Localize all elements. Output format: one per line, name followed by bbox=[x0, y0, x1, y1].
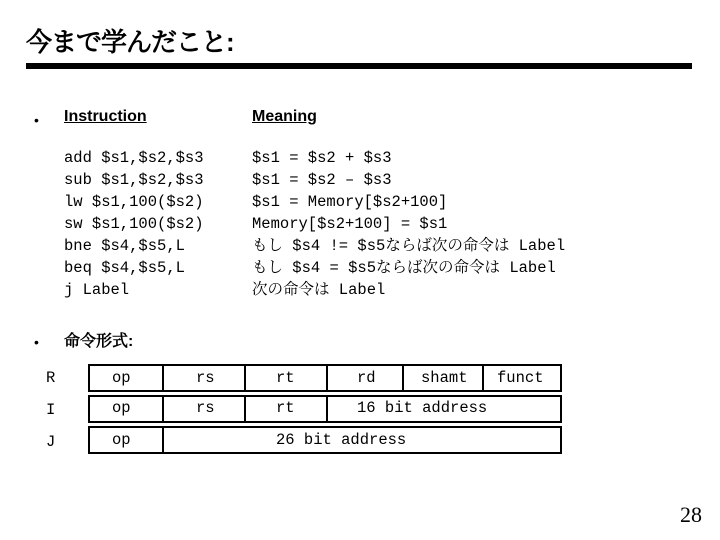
field-address: 16 bit address bbox=[357, 399, 488, 417]
field-funct: funct bbox=[497, 369, 544, 387]
meaning-header: Meaning bbox=[252, 108, 317, 125]
meaning-row: $s1 = $s2 – $s3 bbox=[252, 171, 392, 189]
field-rt: rt bbox=[276, 369, 295, 387]
field-divider bbox=[402, 364, 404, 392]
instruction-row: add $s1,$s2,$s3 bbox=[64, 149, 204, 167]
field-divider bbox=[244, 364, 246, 392]
meaning-row: $s1 = $s2 + $s3 bbox=[252, 149, 392, 167]
instruction-row: sw $s1,100($s2) bbox=[64, 215, 204, 233]
field-divider bbox=[244, 395, 246, 423]
instruction-row: bne $s4,$s5,L bbox=[64, 237, 185, 255]
formats-heading: 命令形式: bbox=[64, 333, 134, 350]
bullet-marker: • bbox=[34, 334, 39, 350]
page-number: 28 bbox=[680, 502, 702, 527]
meaning-column bbox=[252, 147, 565, 301]
field-rs: rs bbox=[196, 399, 215, 417]
field-divider bbox=[162, 395, 164, 423]
field-shamt: shamt bbox=[421, 369, 468, 387]
format-row-r bbox=[88, 364, 562, 392]
field-op: op bbox=[112, 399, 131, 417]
field-divider bbox=[482, 364, 484, 392]
field-divider bbox=[326, 395, 328, 423]
field-divider bbox=[162, 426, 164, 454]
page-title: 今まで学んだこと: bbox=[26, 27, 234, 57]
instruction-header: Instruction bbox=[64, 108, 147, 125]
meaning-row: Memory[$s2+100] = $s1 bbox=[252, 215, 448, 233]
instruction-row: j Label bbox=[64, 281, 130, 299]
field-divider bbox=[162, 364, 164, 392]
title-divider bbox=[26, 63, 692, 69]
instruction-row: beq $s4,$s5,L bbox=[64, 259, 185, 277]
field-rd: rd bbox=[357, 369, 376, 387]
meaning-row: もし $s4 = $s5ならば次の命令は Label bbox=[252, 259, 556, 277]
field-op: op bbox=[112, 431, 131, 449]
field-rs: rs bbox=[196, 369, 215, 387]
format-label-j: J bbox=[46, 433, 56, 451]
meaning-row: もし $s4 != $s5ならば次の命令は Label bbox=[252, 237, 566, 255]
instruction-column bbox=[64, 147, 204, 301]
field-address: 26 bit address bbox=[276, 431, 407, 449]
field-divider bbox=[326, 364, 328, 392]
field-rt: rt bbox=[276, 399, 295, 417]
format-label-r: R bbox=[46, 369, 56, 387]
instruction-row: lw $s1,100($s2) bbox=[64, 193, 204, 211]
meaning-row: 次の命令は Label bbox=[252, 281, 386, 299]
instruction-row: sub $s1,$s2,$s3 bbox=[64, 171, 204, 189]
meaning-row: $s1 = Memory[$s2+100] bbox=[252, 193, 448, 211]
bullet-marker: • bbox=[34, 112, 39, 128]
field-op: op bbox=[112, 369, 131, 387]
format-label-i: I bbox=[46, 401, 56, 419]
format-row-i bbox=[88, 395, 562, 423]
